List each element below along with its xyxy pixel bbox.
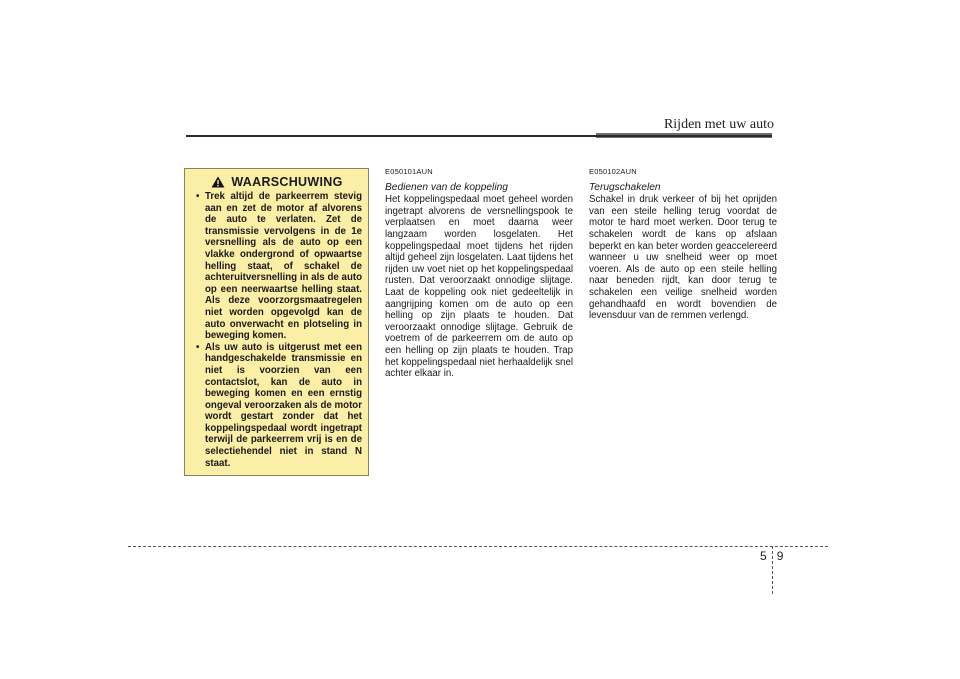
warning-header <box>192 175 362 189</box>
section-body: Schakel in druk verkeer of bij het oprijden van een steile helling terug voordat de motor te hard moet werken. Door terug te schakelen wordt de kans op afslaan beperkt en kan beter worden geaccelereerd wanneer u uw snelheid weer op moet voeren. Als de auto op een steile helling naar beneden rijdt, kan door terug te schakelen een veilige snelheid worden gehandhaafd en wordt bovendien de levensduur van de remmen verlengd. <box>589 194 777 322</box>
section-clutch <box>385 166 573 380</box>
warning-box <box>184 168 369 476</box>
section-code: E050101AUN <box>385 167 433 176</box>
page-number <box>760 549 783 563</box>
header-rule <box>186 135 772 137</box>
section-heading: Terugschakelen <box>589 181 661 193</box>
warning-triangle-icon <box>211 176 225 188</box>
page-index: 9 <box>776 549 784 563</box>
page-header-title: Rijden met uw auto <box>663 117 774 132</box>
warning-title: WAARSCHUWING <box>231 175 343 189</box>
chapter-number: 5 <box>760 549 767 563</box>
warning-item: • Trek altijd de parkeerrem stevig aan en zet de motor af alvorens de auto te verlaten. Zet de transmissie vervolgens in de 1e versnelling als de auto op een vlakke ondergrond of opwaartse helling staat, of schakel de achteruitversnelling in als de auto op een neerwaartse helling staat. Als deze voorzorgsmaatregelen niet worden opgevolgd kan de auto onverwacht en plotseling in beweging komen. <box>192 191 362 342</box>
section-heading: Bedienen van de koppeling <box>385 181 508 193</box>
footer-rule <box>128 546 828 547</box>
section-body: Het koppelingspedaal moet geheel worden ingetrapt alvorens de versnellingspook te verplaatsen en moet daarna weer langzaam worden losgelaten. Het koppelingspedaal moet tijdens het rijden altijd geheel zijn losgelaten. Laat tijdens het rijden uw voet niet op het koppelingspedaal rusten. Dat veroorzaakt onnodige slijtage. Laat de koppeling ook niet gedeeltelijk in aangrijping komen om de auto op een helling op zijn plaats te houden. Dat veroorzaakt onnodige slijtage. Gebruik de voetrem of de parkeerrem om de auto op een helling op zijn plaats te houden. Trap het koppelingspedaal niet herhaaldelijk snel achter elkaar in. <box>385 194 573 380</box>
warning-item: • Als uw auto is uitgerust met een handgeschakelde transmissie en niet is voorzien van een contactslot, kan de auto in beweging komen en een ernstig ongeval veroorzaken als de motor wordt gestart zonder dat het koppelingspedaal wordt ingetrapt terwijl de parkeerrem vrij is en de selectiehendel niet in stand N staat. <box>192 342 362 470</box>
section-code: E050102AUN <box>589 167 637 176</box>
section-downshift <box>589 166 777 322</box>
warning-list <box>192 191 362 469</box>
